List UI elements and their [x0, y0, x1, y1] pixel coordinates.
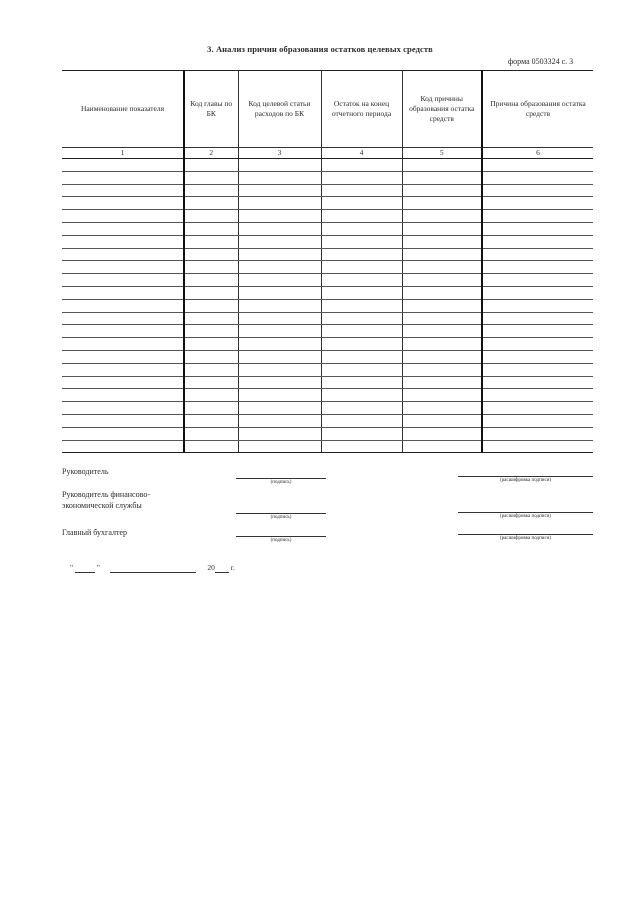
table-cell[interactable]	[321, 402, 402, 415]
table-cell[interactable]	[482, 350, 593, 363]
table-row	[62, 197, 593, 210]
table-row	[62, 338, 593, 351]
table-cell[interactable]	[482, 184, 593, 197]
table-cell[interactable]	[482, 274, 593, 287]
col-number: 1	[62, 148, 184, 159]
col-header-reason-code: Код причины образования остатка средств	[402, 71, 482, 148]
table-cell[interactable]	[184, 261, 238, 274]
table-cell[interactable]	[62, 184, 184, 197]
table-cell[interactable]	[402, 440, 482, 453]
table-cell[interactable]	[402, 350, 482, 363]
table-cell[interactable]	[402, 159, 482, 172]
table-row	[62, 402, 593, 415]
table-cell[interactable]	[62, 248, 184, 261]
column-number-row	[62, 148, 593, 159]
table-cell[interactable]	[238, 440, 321, 453]
table-cell[interactable]	[482, 325, 593, 338]
table-cell[interactable]	[238, 299, 321, 312]
table-cell[interactable]	[321, 159, 402, 172]
table-row	[62, 299, 593, 312]
table-cell[interactable]	[482, 402, 593, 415]
table-cell[interactable]	[402, 261, 482, 274]
table-cell[interactable]	[62, 363, 184, 376]
table-cell[interactable]	[238, 338, 321, 351]
table-cell[interactable]	[238, 184, 321, 197]
col-number: 3	[238, 148, 321, 159]
date-row	[70, 563, 235, 573]
table-row	[62, 427, 593, 440]
table-cell[interactable]	[62, 312, 184, 325]
table-cell[interactable]	[62, 440, 184, 453]
table-cell[interactable]	[62, 389, 184, 402]
name-line[interactable]	[458, 476, 593, 477]
table-cell[interactable]	[62, 197, 184, 210]
table-cell[interactable]	[184, 171, 238, 184]
table-row	[62, 235, 593, 248]
name-line[interactable]	[458, 512, 593, 513]
table-cell[interactable]	[482, 440, 593, 453]
table-cell[interactable]	[238, 427, 321, 440]
table-cell[interactable]	[321, 427, 402, 440]
table-cell[interactable]	[321, 376, 402, 389]
table-cell[interactable]	[62, 427, 184, 440]
year-field[interactable]	[215, 563, 229, 573]
table-cell[interactable]	[482, 389, 593, 402]
table-cell[interactable]	[238, 274, 321, 287]
table-cell[interactable]	[62, 325, 184, 338]
signature-hint: (подпись)	[270, 515, 292, 520]
signature-line[interactable]	[236, 536, 326, 537]
table-cell[interactable]	[184, 402, 238, 415]
col-number: 4	[321, 148, 402, 159]
table-cell[interactable]	[321, 350, 402, 363]
document-title: 3. Анализ причин образования остатков целевых средств	[207, 44, 433, 54]
table-cell[interactable]	[184, 338, 238, 351]
table-cell[interactable]	[62, 286, 184, 299]
table-cell[interactable]	[62, 222, 184, 235]
table-row	[62, 414, 593, 427]
col-number: 5	[402, 148, 482, 159]
table-cell[interactable]	[482, 210, 593, 223]
name-line[interactable]	[458, 534, 593, 535]
year-suffix: г.	[230, 563, 235, 572]
table-cell[interactable]	[402, 210, 482, 223]
signature-role-head: Руководитель	[62, 467, 109, 476]
name-hint: (расшифровка подписи)	[499, 514, 552, 519]
table-row	[62, 363, 593, 376]
table-cell[interactable]	[321, 338, 402, 351]
col-number: 2	[184, 148, 238, 159]
table-cell[interactable]	[184, 389, 238, 402]
table-cell[interactable]	[184, 184, 238, 197]
table-cell[interactable]	[402, 222, 482, 235]
table-cell[interactable]	[402, 325, 482, 338]
table-cell[interactable]	[482, 171, 593, 184]
table-row	[62, 159, 593, 172]
table-cell[interactable]	[184, 440, 238, 453]
table-cell[interactable]	[184, 427, 238, 440]
table-cell[interactable]	[402, 414, 482, 427]
table-cell[interactable]	[62, 414, 184, 427]
table-cell[interactable]	[184, 286, 238, 299]
table-row	[62, 222, 593, 235]
table-cell[interactable]	[321, 325, 402, 338]
table-cell[interactable]	[184, 210, 238, 223]
day-field[interactable]	[75, 563, 95, 573]
col-number: 6	[482, 148, 593, 159]
table-cell[interactable]	[238, 210, 321, 223]
table-cell[interactable]	[184, 325, 238, 338]
table-cell[interactable]	[402, 274, 482, 287]
table-cell[interactable]	[482, 312, 593, 325]
signature-role-finance-head: Руководитель финансово-экономической службы	[62, 490, 150, 510]
table-cell[interactable]	[184, 363, 238, 376]
table-row	[62, 184, 593, 197]
table-cell[interactable]	[62, 210, 184, 223]
table-cell[interactable]	[482, 414, 593, 427]
table-cell[interactable]	[482, 427, 593, 440]
table-row	[62, 171, 593, 184]
table-cell[interactable]	[62, 350, 184, 363]
table-row	[62, 325, 593, 338]
table-cell[interactable]	[321, 210, 402, 223]
table-cell[interactable]	[321, 286, 402, 299]
table-cell[interactable]	[184, 312, 238, 325]
table-cell[interactable]	[321, 299, 402, 312]
table-cell[interactable]	[238, 235, 321, 248]
table-cell[interactable]	[184, 299, 238, 312]
signature-line[interactable]	[236, 513, 326, 514]
table-cell[interactable]	[321, 261, 402, 274]
col-header-indicator: Наименование показателя	[62, 71, 184, 148]
table-row	[62, 274, 593, 287]
table-cell[interactable]	[402, 312, 482, 325]
table-header-row	[62, 71, 593, 148]
table-cell[interactable]	[62, 171, 184, 184]
date-quote-open: "	[70, 563, 74, 572]
table-cell[interactable]	[238, 286, 321, 299]
table-cell[interactable]	[482, 222, 593, 235]
table-cell[interactable]	[482, 159, 593, 172]
table-cell[interactable]	[402, 427, 482, 440]
table-row	[62, 376, 593, 389]
col-header-chapter-code: Код главы по БК	[184, 71, 238, 148]
table-cell[interactable]	[321, 171, 402, 184]
table-cell[interactable]	[402, 338, 482, 351]
table-cell[interactable]	[402, 235, 482, 248]
table-cell[interactable]	[482, 299, 593, 312]
table-cell[interactable]	[402, 299, 482, 312]
table-row	[62, 248, 593, 261]
col-header-reason: Причина образования остатка средств	[482, 71, 593, 148]
form-code: форма 0503324 с. 3	[508, 57, 574, 66]
table-cell[interactable]	[62, 274, 184, 287]
col-header-target-article-code: Код целевой статьи расходов по БК	[238, 71, 321, 148]
table-cell[interactable]	[62, 376, 184, 389]
table-cell[interactable]	[184, 197, 238, 210]
signature-role-chief-accountant: Главный бухгалтер	[62, 528, 127, 537]
table-cell[interactable]	[184, 222, 238, 235]
table-cell[interactable]	[321, 414, 402, 427]
col-header-balance: Остаток на конец отчетного периода	[321, 71, 402, 148]
name-hint: (расшифровка подписи)	[499, 478, 552, 483]
table-cell[interactable]	[482, 197, 593, 210]
date-quote-close: "	[96, 563, 100, 572]
table-cell[interactable]	[238, 261, 321, 274]
signature-hint: (подпись)	[270, 480, 292, 485]
table-cell[interactable]	[184, 414, 238, 427]
table-row	[62, 312, 593, 325]
table-cell[interactable]	[482, 261, 593, 274]
table-body	[62, 159, 593, 453]
table-cell[interactable]	[402, 248, 482, 261]
table-cell[interactable]	[402, 286, 482, 299]
table-cell[interactable]	[238, 363, 321, 376]
table-cell[interactable]	[238, 402, 321, 415]
table-cell[interactable]	[321, 235, 402, 248]
table-row	[62, 261, 593, 274]
table-cell[interactable]	[402, 197, 482, 210]
table-cell[interactable]	[62, 261, 184, 274]
table-row	[62, 350, 593, 363]
signature-line[interactable]	[236, 478, 326, 479]
table-cell[interactable]	[321, 363, 402, 376]
table-row	[62, 286, 593, 299]
table-cell[interactable]	[402, 184, 482, 197]
table-cell[interactable]	[321, 184, 402, 197]
table-cell[interactable]	[321, 440, 402, 453]
table-cell[interactable]	[482, 286, 593, 299]
table-cell[interactable]	[184, 376, 238, 389]
table-cell[interactable]	[402, 363, 482, 376]
table-cell[interactable]	[482, 363, 593, 376]
table-cell[interactable]	[184, 350, 238, 363]
table-cell[interactable]	[238, 222, 321, 235]
table-cell[interactable]	[184, 159, 238, 172]
table-cell[interactable]	[238, 350, 321, 363]
table-cell[interactable]	[238, 376, 321, 389]
table-cell[interactable]	[402, 376, 482, 389]
table-cell[interactable]	[238, 325, 321, 338]
table-cell[interactable]	[482, 338, 593, 351]
table-cell[interactable]	[184, 235, 238, 248]
table-cell[interactable]	[482, 376, 593, 389]
table-cell[interactable]	[62, 338, 184, 351]
table-cell[interactable]	[238, 414, 321, 427]
table-cell[interactable]	[321, 312, 402, 325]
table-row	[62, 389, 593, 402]
table-row	[62, 210, 593, 223]
name-hint: (расшифровка подписи)	[499, 536, 552, 541]
table-cell[interactable]	[62, 299, 184, 312]
table-cell[interactable]	[238, 248, 321, 261]
table-row	[62, 440, 593, 453]
month-field[interactable]	[110, 563, 196, 573]
table-cell[interactable]	[238, 159, 321, 172]
table-cell[interactable]	[321, 248, 402, 261]
table-cell[interactable]	[238, 312, 321, 325]
table-cell[interactable]	[62, 402, 184, 415]
table-cell[interactable]	[184, 248, 238, 261]
table-cell[interactable]	[62, 235, 184, 248]
table-cell[interactable]	[321, 274, 402, 287]
table-cell[interactable]	[321, 197, 402, 210]
table-cell[interactable]	[238, 197, 321, 210]
year-prefix: 20	[207, 563, 215, 572]
table-cell[interactable]	[238, 389, 321, 402]
table-cell[interactable]	[62, 159, 184, 172]
table-cell[interactable]	[184, 274, 238, 287]
table-cell[interactable]	[321, 389, 402, 402]
table-cell[interactable]	[402, 402, 482, 415]
table-cell[interactable]	[321, 222, 402, 235]
analysis-table	[62, 70, 593, 453]
signature-hint: (подпись)	[270, 538, 292, 543]
table-cell[interactable]	[402, 389, 482, 402]
table-cell[interactable]	[482, 248, 593, 261]
table-cell[interactable]	[402, 171, 482, 184]
table-cell[interactable]	[238, 171, 321, 184]
table-cell[interactable]	[482, 235, 593, 248]
